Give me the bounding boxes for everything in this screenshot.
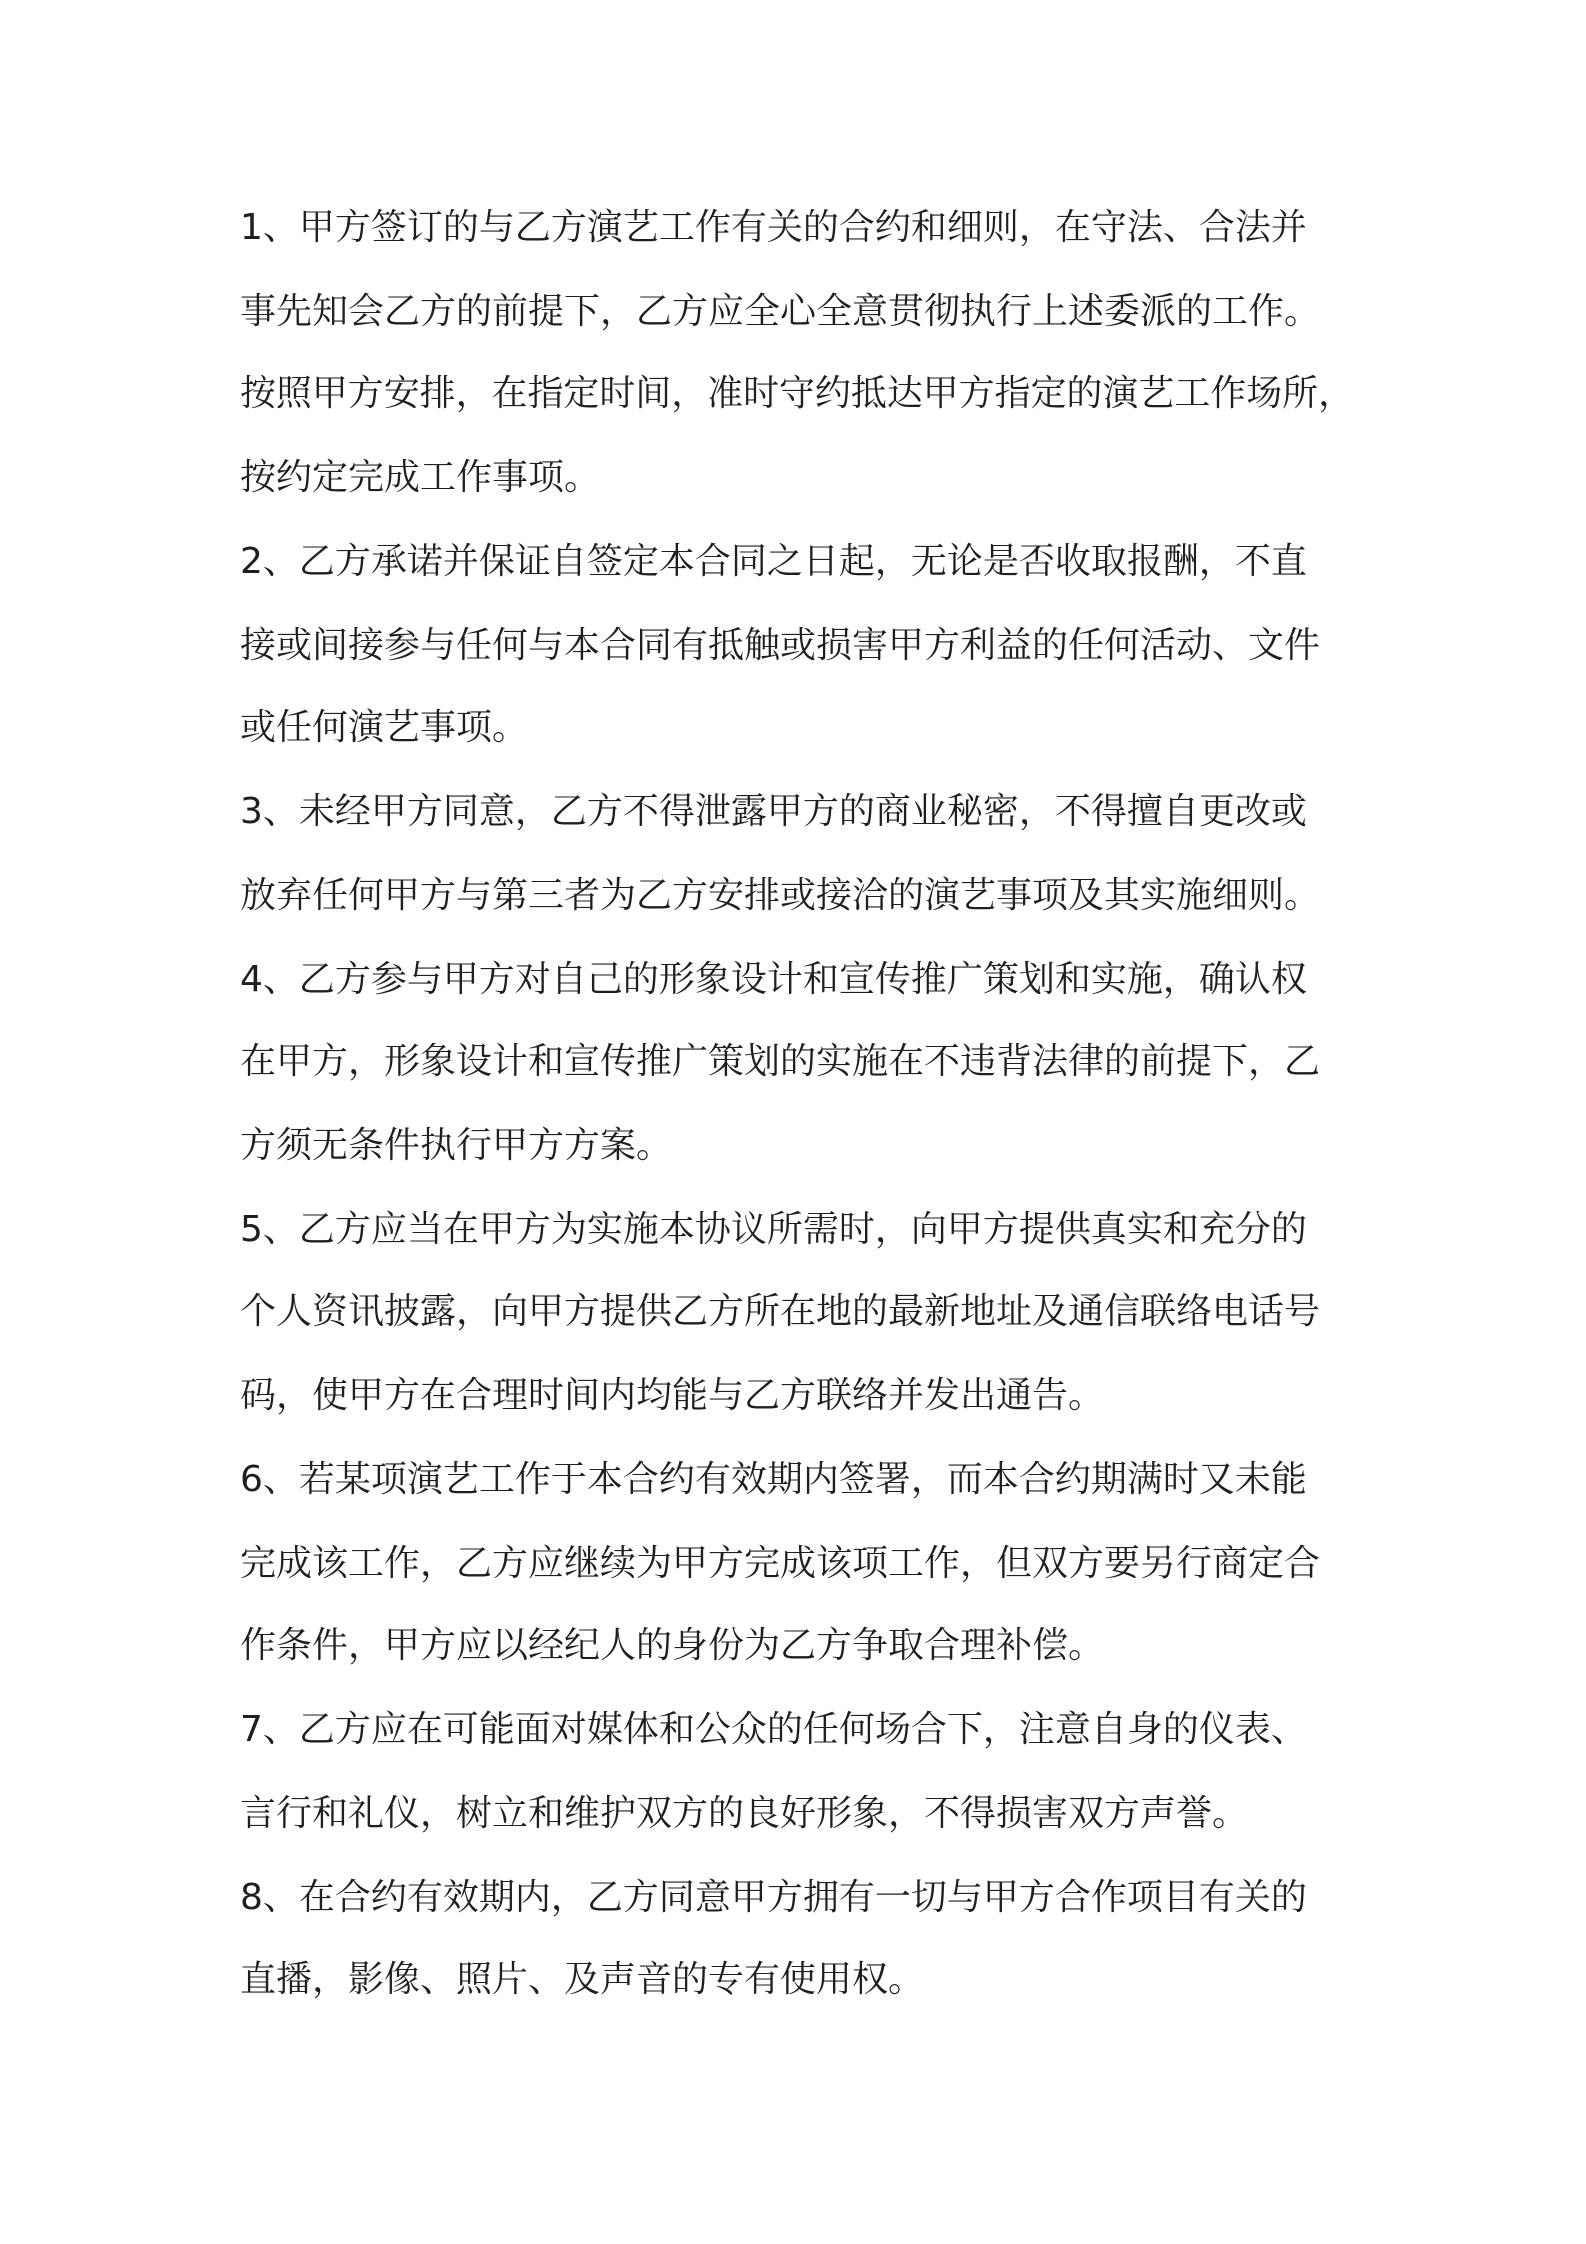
text-line: 3、未经甲方同意，乙方不得泄露甲方的商业秘密，不得擅自更改或 xyxy=(240,791,1307,832)
text-line: 4、乙方参与甲方对自己的形象设计和宣传推广策划和实施，确认权 xyxy=(240,959,1307,1000)
text-line: 按约定完成工作事项。 xyxy=(240,457,601,498)
text-line: 6、若某项演艺工作于本合约有效期内签署，而本合约期满时又未能 xyxy=(240,1459,1307,1500)
text-line: 个人资讯披露，向甲方提供乙方所在地的最新地址及通信联络电话号 xyxy=(240,1291,1321,1332)
text-line: 作条件，甲方应以经纪人的身份为乙方争取合理补偿。 xyxy=(240,1625,1105,1666)
text-line: 7、乙方应在可能面对媒体和公众的任何场合下，注意自身的仪表、 xyxy=(240,1709,1307,1750)
text-line: 事先知会乙方的前提下，乙方应全心全意贯彻执行上述委派的工作。 xyxy=(240,291,1321,332)
text-line: 直播，影像、照片、及声音的专有使用权。 xyxy=(240,1959,925,2000)
text-line: 5、乙方应当在甲方为实施本协议所需时，向甲方提供真实和充分的 xyxy=(240,1209,1307,1250)
text-line: 1、甲方签订的与乙方演艺工作有关的合约和细则，在守法、合法并 xyxy=(240,207,1307,248)
text-line: 或任何演艺事项。 xyxy=(240,707,529,748)
text-line: 码，使甲方在合理时间内均能与乙方联络并发出通告。 xyxy=(240,1375,1105,1416)
text-line: 8、在合约有效期内，乙方同意甲方拥有一切与甲方合作项目有关的 xyxy=(240,1877,1307,1918)
text-line: 按照甲方安排，在指定时间，准时守约抵达甲方指定的演艺工作场所， xyxy=(240,373,1355,414)
text-line: 接或间接参与任何与本合同有抵触或损害甲方利益的任何活动、文件 xyxy=(240,625,1321,666)
text-line: 2、乙方承诺并保证自签定本合同之日起，无论是否收取报酬，不直 xyxy=(240,541,1307,582)
text-line: 放弃任何甲方与第三者为乙方安排或接洽的演艺事项及其实施细则。 xyxy=(240,875,1321,916)
text-line: 言行和礼仪，树立和维护双方的良好形象，不得损害双方声誉。 xyxy=(240,1793,1249,1834)
text-line: 完成该工作，乙方应继续为甲方完成该项工作，但双方要另行商定合 xyxy=(240,1543,1321,1584)
text-line: 方须无条件执行甲方方案。 xyxy=(240,1125,673,1166)
text-line: 在甲方，形象设计和宣传推广策划的实施在不违背法律的前提下，乙 xyxy=(240,1041,1321,1082)
